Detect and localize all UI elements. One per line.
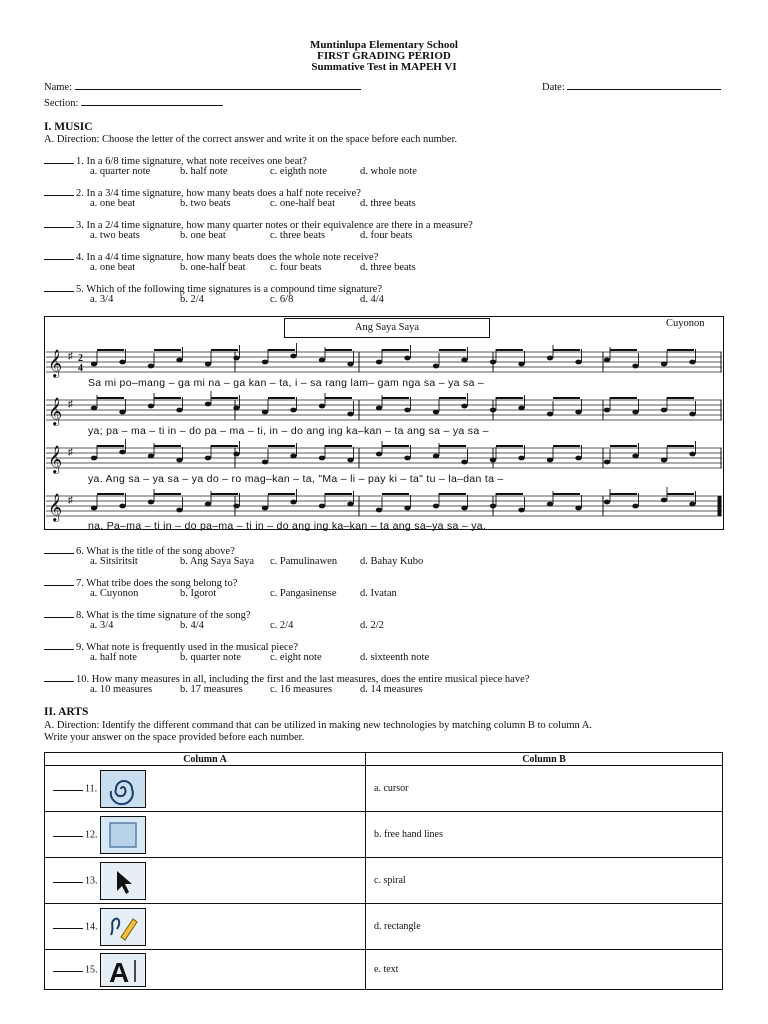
note-head [632, 504, 638, 509]
note-head [461, 404, 467, 409]
note-head [575, 410, 581, 415]
choice-a: a. one beat [90, 262, 136, 273]
note-head [262, 460, 268, 465]
note-head [119, 504, 125, 509]
question-questions-0: 1. In a 6/8 time signature, what note receives one beat? [44, 154, 307, 167]
svg-text:A: A [109, 956, 130, 986]
section-field[interactable]: Section: [44, 96, 223, 110]
note-head [290, 500, 296, 505]
note-head [148, 364, 154, 369]
note-head [176, 358, 182, 363]
freehand-pencil-icon [100, 908, 146, 946]
choice-c: c. 6/8 [270, 294, 294, 305]
answer-blank[interactable] [44, 250, 74, 260]
note-head [632, 454, 638, 459]
choice-c: c. one-half beat [270, 198, 336, 209]
key-signature: ♯ [68, 447, 73, 458]
note-head [148, 500, 154, 505]
table-row: 14. d. rectangle [45, 904, 723, 950]
note-head [547, 458, 553, 463]
answer-rectangle: d. rectangle [366, 904, 723, 950]
note-head [404, 456, 410, 461]
answer-freehand: b. free hand lines [366, 812, 723, 858]
note-head [632, 410, 638, 415]
lyric-line-1: Sa mi po–mang – ga mi na – ga kan – ta, i – sa rang lam– gam nga sa – ya sa – [88, 377, 485, 389]
note-head [376, 360, 382, 365]
choice-d: d. 14 measures [360, 684, 423, 695]
note-head [461, 506, 467, 511]
note-head [176, 408, 182, 413]
note-head [205, 456, 211, 461]
note-head [518, 456, 524, 461]
note-head [575, 506, 581, 511]
note-head [433, 364, 439, 369]
rectangle-icon [100, 816, 146, 854]
answer-blank[interactable] [53, 827, 83, 837]
answer-blank[interactable] [44, 282, 74, 292]
choice-a: a. 3/4 [90, 294, 114, 305]
note-head [547, 412, 553, 417]
note-head [119, 450, 125, 455]
choice-d: d. 4/4 [360, 294, 384, 305]
column-b-header: Column B [366, 753, 723, 766]
choice-a: a. half note [90, 652, 137, 663]
note-head [376, 406, 382, 411]
note-head [575, 456, 581, 461]
treble-clef: 𝄞 [48, 349, 63, 377]
answer-blank[interactable] [44, 218, 74, 228]
note-head [347, 502, 353, 507]
text-tool-icon [100, 953, 146, 987]
choice-a: a. two beats [90, 230, 140, 241]
note-head [262, 360, 268, 365]
choice-c: c. four beats [270, 262, 322, 273]
choice-d: d. three beats [360, 198, 416, 209]
note-head [404, 356, 410, 361]
table-row: 11. a. cursor [45, 766, 723, 812]
choice-a: a. Sitsiritsit [90, 556, 138, 567]
question-questions-1: 2. In a 3/4 time signature, how many beats does a half note receive? [44, 186, 361, 199]
note-head [91, 362, 97, 367]
arts-direction-1: A. Direction: Identify the different command that can be utilized in making new technologies by matching column B to column A. [44, 720, 593, 731]
time-sig-top: 2 [78, 353, 83, 364]
note-head [433, 504, 439, 509]
choice-c: c. Pamulinawen [270, 556, 338, 567]
note-head [461, 358, 467, 363]
note-head [347, 362, 353, 367]
note-head [661, 362, 667, 367]
choice-b: b. Igorot [180, 588, 217, 599]
note-head [689, 502, 695, 507]
question-questions2-4: 10. How many measures in all, including the first and the last measures, does the entire musical piece have? [44, 672, 529, 685]
note-head [290, 408, 296, 413]
answer-blank[interactable] [44, 640, 74, 650]
note-head [119, 360, 125, 365]
choice-a: a. 10 measures [90, 684, 153, 695]
note-head [319, 358, 325, 363]
answer-blank[interactable] [44, 154, 74, 164]
note-head [233, 504, 239, 509]
choice-b: b. 2/4 [180, 294, 204, 305]
choice-b: b. quarter note [180, 652, 241, 663]
note-head [661, 458, 667, 463]
note-head [91, 406, 97, 411]
note-head [547, 502, 553, 507]
choice-d: d. sixteenth note [360, 652, 430, 663]
choice-b: b. Ang Saya Saya [180, 556, 255, 567]
choice-b: b. one-half beat [180, 262, 246, 273]
note-head [148, 454, 154, 459]
note-head [518, 508, 524, 513]
lyric-line-4: na. Pa–ma – ti in – do pa–ma – ti in – do ang ing ka–kan – ta ang sa–ya sa – ya. [88, 520, 487, 532]
note-head [689, 360, 695, 365]
treble-clef: 𝄞 [48, 493, 63, 521]
choice-d: d. four beats [360, 230, 413, 241]
question-questions2-3: 9. What note is frequently used in the musical piece? [44, 640, 298, 653]
answer-text: e. text [366, 950, 723, 990]
cursor-arrow-icon [100, 862, 146, 900]
section-blank[interactable] [81, 96, 223, 106]
question-questions-3: 4. In a 4/4 time signature, how many beats does the whole note receive? [44, 250, 378, 263]
note-head [376, 452, 382, 457]
note-head [290, 454, 296, 459]
name-field[interactable]: Name: [44, 80, 361, 94]
lyric-line-2: ya; pa – ma – ti in – do pa – ma – ti, in – do ang ing ka–kan – ta ang sa – ya sa – [88, 425, 489, 437]
note-head [547, 356, 553, 361]
note-head [433, 410, 439, 415]
note-head [661, 408, 667, 413]
choice-c: c. 16 measures [270, 684, 333, 695]
column-a-header: Column A [45, 753, 366, 766]
question-questions2-0: 6. What is the title of the song above? [44, 544, 235, 557]
question-questions2-2: 8. What is the time signature of the song? [44, 608, 250, 621]
choice-b: b. half note [180, 166, 228, 177]
arts-direction-2: Write your answer on the space provided before each number. [44, 732, 305, 743]
note-head [205, 362, 211, 367]
note-head [347, 458, 353, 463]
note-head [632, 364, 638, 369]
note-head [689, 452, 695, 457]
note-head [604, 460, 610, 465]
note-head [262, 506, 268, 511]
note-head [91, 456, 97, 461]
time-sig-bottom: 4 [78, 363, 83, 374]
grading-period: FIRST GRADING PERIOD [317, 50, 451, 62]
answer-blank[interactable] [44, 608, 74, 618]
choice-b: b. 17 measures [180, 684, 243, 695]
choice-c: c. eight note [270, 652, 322, 663]
lyric-line-3: ya. Ang sa – ya sa – ya do – ro mag–kan – ta, "Ma – li – pay ki – ta" tu – la–dan ta – [88, 473, 504, 485]
note-head [661, 498, 667, 503]
choice-b: b. 4/4 [180, 620, 204, 631]
note-head [490, 360, 496, 365]
note-head [176, 508, 182, 513]
choice-b: b. one beat [180, 230, 226, 241]
choice-d: d. Ivatan [360, 588, 397, 599]
choice-d: d. Bahay Kubo [360, 556, 424, 567]
answer-blank[interactable] [53, 919, 83, 929]
music-heading: I. MUSIC [44, 121, 93, 133]
note-head [233, 356, 239, 361]
answer-blank[interactable] [53, 873, 83, 883]
note-head [604, 408, 610, 413]
note-head [205, 402, 211, 407]
song-title: Ang Saya Saya [284, 318, 490, 338]
key-signature: ♯ [68, 399, 73, 410]
note-head [148, 404, 154, 409]
note-head [319, 504, 325, 509]
school-name: Muntinlupa Elementary School [310, 39, 458, 51]
name-blank[interactable] [75, 80, 361, 90]
note-head [91, 506, 97, 511]
answer-blank[interactable] [44, 544, 74, 554]
note-head [461, 460, 467, 465]
music-direction: A. Direction: Choose the letter of the correct answer and write it on the space before each number. [44, 134, 458, 145]
choice-d: d. three beats [360, 262, 416, 273]
note-head [490, 458, 496, 463]
date-field[interactable]: Date: [542, 80, 721, 94]
answer-spiral: c. spiral [366, 858, 723, 904]
note-head [119, 410, 125, 415]
date-blank[interactable] [567, 80, 721, 90]
note-head [233, 452, 239, 457]
note-head [490, 408, 496, 413]
choice-d: d. whole note [360, 166, 417, 177]
note-head [319, 404, 325, 409]
answer-cursor: a. cursor [366, 766, 723, 812]
table-row: 15. A e. text [45, 950, 723, 990]
test-title: Summative Test in MAPEH VI [311, 61, 457, 73]
note-head [604, 500, 610, 505]
key-signature: ♯ [68, 351, 73, 362]
note-head [290, 354, 296, 359]
spiral-icon [100, 770, 146, 808]
note-head [233, 406, 239, 411]
song-origin: Cuyonon [666, 318, 705, 329]
arts-heading: II. ARTS [44, 706, 89, 718]
note-head [376, 508, 382, 513]
treble-clef: 𝄞 [48, 397, 63, 425]
note-head [689, 412, 695, 417]
choice-c: c. three beats [270, 230, 326, 241]
choice-a: a. Cuyonon [90, 588, 139, 599]
choice-c: c. Pangasinense [270, 588, 337, 599]
answer-blank[interactable] [44, 186, 74, 196]
table-row: 12. b. free hand lines [45, 812, 723, 858]
key-signature: ♯ [68, 495, 73, 506]
note-head [262, 410, 268, 415]
question-questions2-1: 7. What tribe does the song belong to? [44, 576, 237, 589]
note-head [205, 502, 211, 507]
choice-a: a. 3/4 [90, 620, 114, 631]
answer-blank[interactable] [53, 781, 83, 791]
note-head [433, 454, 439, 459]
note-head [404, 506, 410, 511]
choice-c: c. eighth note [270, 166, 327, 177]
choice-d: d. 2/2 [360, 620, 384, 631]
choice-c: c. 2/4 [270, 620, 294, 631]
note-head [604, 358, 610, 363]
note-head [404, 408, 410, 413]
note-head [518, 362, 524, 367]
note-head [319, 456, 325, 461]
answer-blank[interactable] [44, 672, 74, 682]
note-head [490, 504, 496, 509]
note-head [176, 458, 182, 463]
matching-table [44, 752, 723, 990]
choice-b: b. two beats [180, 198, 231, 209]
answer-blank[interactable] [44, 576, 74, 586]
note-head [575, 360, 581, 365]
question-questions-4: 5. Which of the following time signatures is a compound time signature? [44, 282, 382, 295]
choice-a: a. quarter note [90, 166, 151, 177]
note-head [347, 412, 353, 417]
note-head [518, 406, 524, 411]
answer-blank[interactable] [53, 962, 83, 972]
table-row: 13. c. spiral [45, 858, 723, 904]
question-questions-2: 3. In a 2/4 time signature, how many quarter notes or their equivalence are there in a measure? [44, 218, 473, 231]
choice-a: a. one beat [90, 198, 136, 209]
treble-clef: 𝄞 [48, 445, 63, 473]
